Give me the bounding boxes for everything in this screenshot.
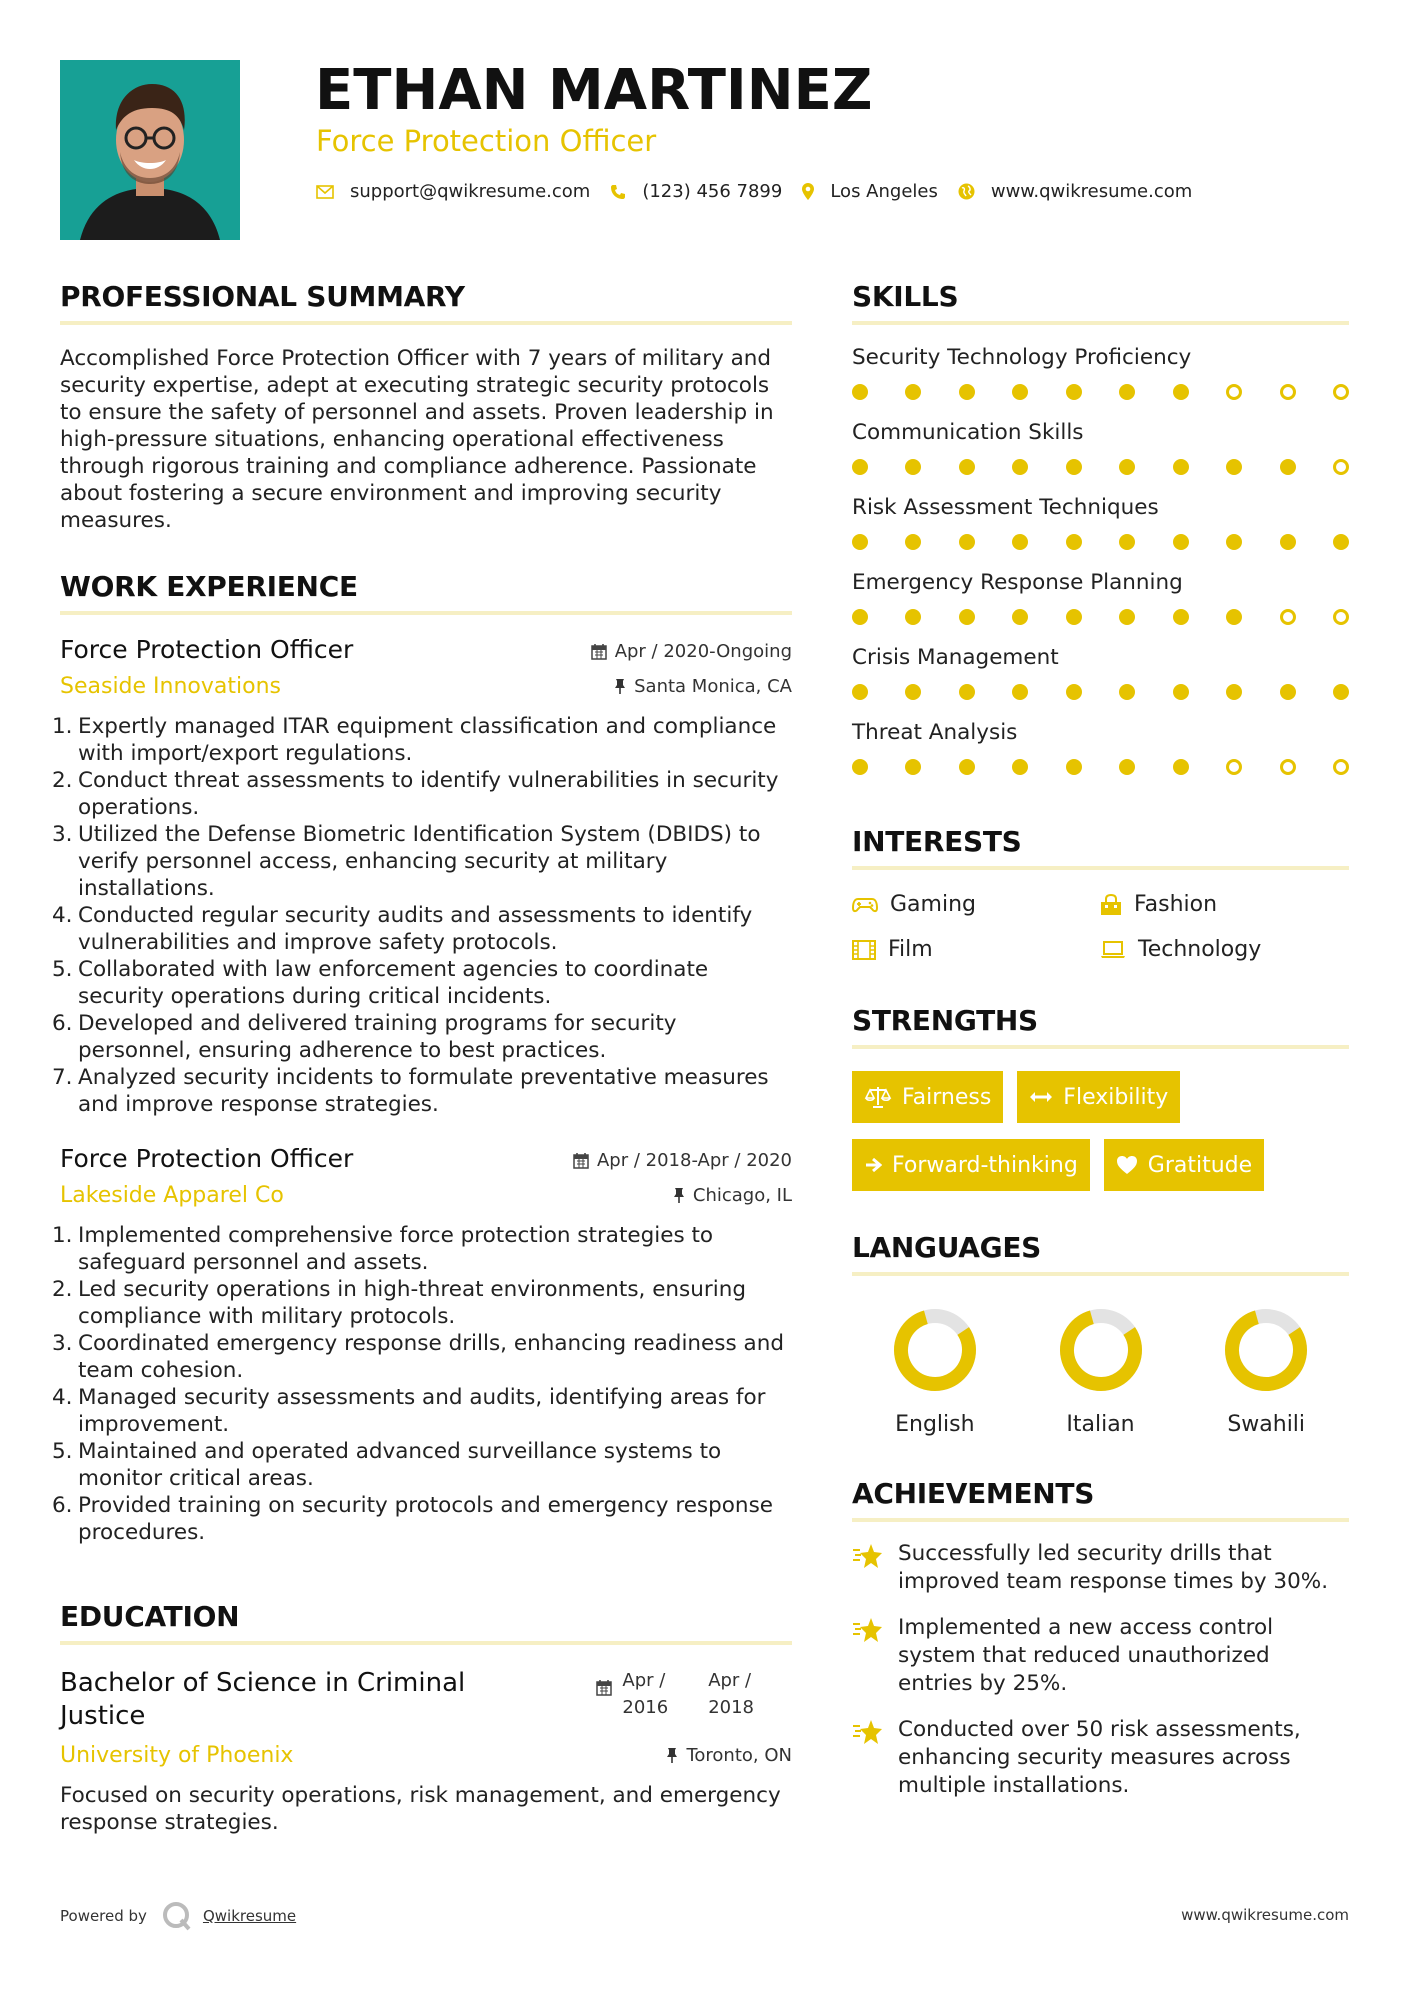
job-bullets [52, 713, 792, 1118]
rating-dot-filled [852, 384, 868, 400]
job-company: Seaside Innovations [60, 674, 281, 699]
skill-name: Crisis Management [852, 645, 1059, 670]
list-item: 2. Conduct threat assessments to identify vulnerabilities in security operations. [52, 768, 779, 820]
education-text: Focused on security operations, risk management, and emergency response strategies. [60, 1783, 781, 1835]
qwikresume-logo-icon [161, 1900, 193, 1932]
shopping-bag-icon [1100, 894, 1122, 916]
strength-label: Flexibility [1063, 1084, 1169, 1110]
experience-title: WORK EXPERIENCE [60, 570, 792, 615]
experience-section [52, 570, 792, 1546]
strength-tag [1104, 1139, 1264, 1191]
language-name: Swahili [1227, 1412, 1306, 1437]
rating-dot-filled [905, 684, 921, 700]
rating-dot-filled [959, 459, 975, 475]
list-item: 1. Expertly managed ITAR equipment classification and compliance with import/export regulations. [52, 714, 777, 766]
rating-dot-empty [1280, 759, 1296, 775]
candidate-role: Force Protection Officer [316, 124, 657, 158]
skill-item [852, 645, 1349, 700]
achievement-item [852, 1716, 1349, 1800]
job-bullets [52, 1222, 792, 1546]
skill-item [852, 720, 1349, 775]
envelope-icon [316, 185, 334, 199]
rating-dot-filled [1173, 459, 1189, 475]
rating-dot-filled [1119, 384, 1135, 400]
skill-name: Security Technology Proficiency [852, 345, 1192, 370]
rating-dot-filled [1173, 534, 1189, 550]
interest-label: Fashion [1134, 892, 1218, 917]
rating-dot-filled [905, 534, 921, 550]
rating-dot-filled [1119, 759, 1135, 775]
education-dates [596, 1667, 754, 1721]
languages-section [852, 1231, 1349, 1437]
language-ring [1057, 1306, 1145, 1394]
rating-dot-filled [1226, 684, 1242, 700]
rating-dot-filled [905, 759, 921, 775]
interest-item [1100, 892, 1348, 917]
summary-title: PROFESSIONAL SUMMARY [60, 280, 792, 325]
contact-phone[interactable] [610, 181, 782, 202]
strength-tag [1017, 1071, 1180, 1123]
rating-dot-filled [959, 684, 975, 700]
rating-dot-empty [1333, 459, 1349, 475]
job-title: Force Protection Officer [60, 1144, 354, 1173]
star-award-icon [852, 1542, 884, 1570]
school-name: University of Phoenix [60, 1743, 294, 1768]
contact-location-text: Los Angeles [830, 181, 938, 202]
rating-dot-filled [1012, 759, 1028, 775]
skills-title: SKILLS [852, 280, 1349, 325]
list-item: 6. Developed and delivered training programs for security personnel, ensuring adherence to best practices. [52, 1011, 677, 1063]
list-item: 2. Led security operations in high-threat environments, ensuring compliance with military protocols. [52, 1277, 746, 1329]
calendar-icon [573, 1152, 589, 1169]
rating-dot-filled [1119, 684, 1135, 700]
job-location [673, 1185, 792, 1206]
skill-item [852, 570, 1349, 625]
rating-dot-filled [852, 759, 868, 775]
list-item: 4. Managed security assessments and audits, identifying areas for improvement. [52, 1385, 766, 1437]
skill-rating [852, 609, 1349, 625]
education-end: Apr / 2018 [708, 1670, 754, 1718]
summary-text: Accomplished Force Protection Officer with 7 years of military and security expertise, adept at executing strategic security protocols to ensure the safety of personnel and assets. Proven leadership in high-pressure situations, enhancing operational effectiveness through rigorous training and compliance adherence. Passionate about fostering a secure environment and improving security measures. [60, 346, 774, 533]
footer-url[interactable]: www.qwikresume.com [1181, 1906, 1349, 1924]
language-item [1183, 1306, 1349, 1437]
strength-label: Forward-thinking [892, 1152, 1078, 1178]
rating-dot-filled [959, 384, 975, 400]
rating-dot-filled [959, 609, 975, 625]
pushpin-icon [614, 678, 626, 695]
achievements-title: ACHIEVEMENTS [852, 1477, 1349, 1522]
language-ring [1222, 1306, 1310, 1394]
rating-dot-filled [959, 534, 975, 550]
school-location [666, 1745, 792, 1766]
list-item: 5. Maintained and operated advanced surveillance systems to monitor critical areas. [52, 1439, 722, 1491]
rating-dot-filled [1333, 534, 1349, 550]
calendar-icon [591, 643, 607, 660]
calendar-icon [596, 1679, 612, 1696]
interest-item [1100, 937, 1348, 962]
rating-dot-filled [1119, 534, 1135, 550]
candidate-name: ETHAN MARTINEZ [315, 58, 873, 123]
interest-item [852, 892, 1100, 917]
school-location-text: Toronto, ON [686, 1745, 792, 1766]
balance-scale-icon [864, 1086, 892, 1108]
job-date-text: Apr / 2020-Ongoing [614, 641, 792, 662]
rating-dot-empty [1333, 759, 1349, 775]
interest-label: Film [888, 937, 933, 962]
contact-website[interactable] [958, 181, 1192, 202]
rating-dot-filled [1066, 459, 1082, 475]
film-icon [852, 940, 876, 960]
rating-dot-empty [1333, 384, 1349, 400]
rating-dot-filled [852, 534, 868, 550]
rating-dot-filled [1066, 534, 1082, 550]
rating-dot-empty [1226, 384, 1242, 400]
list-item: 7. Analyzed security incidents to formulate preventative measures and improve response strategies. [52, 1065, 769, 1117]
job-location-text: Chicago, IL [692, 1185, 792, 1206]
rating-dot-filled [1280, 534, 1296, 550]
right-column [852, 280, 1349, 1800]
phone-icon [610, 184, 626, 200]
rating-dot-filled [852, 609, 868, 625]
rating-dot-filled [905, 609, 921, 625]
job-title: Force Protection Officer [60, 635, 354, 664]
skill-item [852, 345, 1349, 400]
rating-dot-filled [1226, 609, 1242, 625]
rating-dot-filled [905, 459, 921, 475]
list-item: 5. Collaborated with law enforcement agencies to coordinate security operations during critical incidents. [52, 957, 709, 1009]
rating-dot-filled [1119, 459, 1135, 475]
skill-item [852, 495, 1349, 550]
rating-dot-empty [1280, 384, 1296, 400]
strengths-section [852, 1004, 1349, 1191]
rating-dot-filled [852, 684, 868, 700]
list-item: 3. Utilized the Defense Biometric Identification System (DBIDS) to verify personnel access, enhancing security at military installations. [52, 822, 761, 901]
language-item [1018, 1306, 1184, 1437]
powered-by-text: Powered by [60, 1907, 147, 1925]
footer-brand-link[interactable]: Qwikresume [202, 1907, 297, 1925]
rating-dot-filled [1119, 609, 1135, 625]
strength-label: Gratitude [1147, 1152, 1253, 1178]
language-name: Italian [1066, 1412, 1135, 1437]
achievement-text: Implemented a new access control system that reduced unauthorized entries by 25%. [898, 1615, 1274, 1696]
rating-dot-filled [1280, 684, 1296, 700]
rating-dot-empty [1333, 609, 1349, 625]
profile-photo [60, 60, 240, 240]
achievement-text: Successfully led security drills that improved team response times by 30%. [898, 1541, 1329, 1594]
interest-label: Technology [1138, 937, 1262, 962]
laptop-icon [1100, 941, 1126, 959]
rating-dot-filled [1012, 384, 1028, 400]
achievement-item [852, 1540, 1349, 1596]
language-ring [891, 1306, 979, 1394]
contact-email-text: support@qwikresume.com [350, 181, 591, 202]
education-title: EDUCATION [60, 1600, 792, 1645]
strength-label: Fairness [902, 1084, 992, 1110]
rating-dot-filled [852, 459, 868, 475]
map-pin-icon [802, 183, 814, 200]
job-location [614, 676, 792, 697]
summary-section [60, 280, 792, 534]
degree-title: Bachelor of Science in Criminal Justice [60, 1668, 466, 1731]
star-award-icon [852, 1616, 884, 1644]
strength-tag [852, 1139, 1090, 1191]
pushpin-icon [666, 1747, 678, 1764]
rating-dot-filled [1173, 759, 1189, 775]
skills-section [852, 280, 1349, 775]
contact-bar [316, 181, 1212, 202]
skill-rating [852, 534, 1349, 550]
gamepad-icon [852, 896, 878, 914]
skill-name: Emergency Response Planning [852, 570, 1183, 595]
rating-dot-filled [1012, 534, 1028, 550]
job-entry [52, 635, 792, 1118]
education-start: Apr / 2016 [622, 1670, 669, 1718]
rating-dot-filled [1066, 684, 1082, 700]
rating-dot-empty [1280, 609, 1296, 625]
rating-dot-filled [1333, 684, 1349, 700]
footer-powered-by [60, 1900, 296, 1932]
rating-dot-filled [1066, 384, 1082, 400]
job-date [573, 1150, 792, 1171]
list-item: 3. Coordinated emergency response drills, enhancing readiness and team cohesion. [52, 1331, 784, 1383]
rating-dot-filled [1173, 684, 1189, 700]
rating-dot-filled [1012, 459, 1028, 475]
rating-dot-empty [1226, 759, 1242, 775]
skill-rating [852, 384, 1349, 400]
left-column [52, 280, 792, 1836]
language-item [852, 1306, 1018, 1437]
job-date [591, 641, 792, 662]
skill-rating [852, 759, 1349, 775]
interests-section [852, 825, 1349, 962]
job-company: Lakeside Apparel Co [60, 1183, 284, 1208]
heart-icon [1116, 1155, 1138, 1175]
strengths-title: STRENGTHS [852, 1004, 1349, 1049]
achievement-item [852, 1614, 1349, 1698]
skill-name: Communication Skills [852, 420, 1084, 445]
rating-dot-filled [1280, 459, 1296, 475]
rating-dot-filled [1173, 609, 1189, 625]
strength-tag [852, 1071, 1003, 1123]
rating-dot-filled [1226, 459, 1242, 475]
rating-dot-filled [1012, 684, 1028, 700]
star-award-icon [852, 1718, 884, 1746]
list-item: 6. Provided training on security protocols and emergency response procedures. [52, 1493, 773, 1545]
contact-website-text: www.qwikresume.com [990, 181, 1193, 202]
interests-title: INTERESTS [852, 825, 1349, 870]
pushpin-icon [673, 1187, 685, 1204]
skill-rating [852, 459, 1349, 475]
rating-dot-filled [1012, 609, 1028, 625]
job-entry [52, 1144, 792, 1546]
job-date-text: Apr / 2018-Apr / 2020 [596, 1150, 792, 1171]
list-item: 1. Implemented comprehensive force protection strategies to safeguard personnel and assets. [52, 1223, 714, 1275]
rating-dot-filled [905, 384, 921, 400]
skill-name: Threat Analysis [852, 720, 1018, 745]
contact-email[interactable] [316, 181, 590, 202]
rating-dot-filled [1066, 759, 1082, 775]
languages-title: LANGUAGES [852, 1231, 1349, 1276]
globe-icon [958, 183, 975, 200]
arrow-right-icon [864, 1156, 882, 1174]
education-section [60, 1600, 792, 1836]
job-location-text: Santa Monica, CA [634, 676, 792, 697]
contact-phone-text: (123) 456 7899 [642, 181, 783, 202]
rating-dot-filled [959, 759, 975, 775]
interest-item [852, 937, 1100, 962]
skill-rating [852, 684, 1349, 700]
list-item: 4. Conducted regular security audits and assessments to identify vulnerabilities and improve safety protocols. [52, 903, 753, 955]
achievements-section [852, 1477, 1349, 1800]
achievement-text: Conducted over 50 risk assessments, enhancing security measures across multiple installations. [898, 1717, 1301, 1798]
arrows-horizontal-icon [1029, 1090, 1053, 1104]
interest-label: Gaming [890, 892, 976, 917]
contact-location [802, 181, 938, 202]
rating-dot-filled [1066, 609, 1082, 625]
rating-dot-filled [1173, 384, 1189, 400]
skill-item [852, 420, 1349, 475]
language-name: English [895, 1412, 975, 1437]
skill-name: Risk Assessment Techniques [852, 495, 1159, 520]
rating-dot-filled [1226, 534, 1242, 550]
